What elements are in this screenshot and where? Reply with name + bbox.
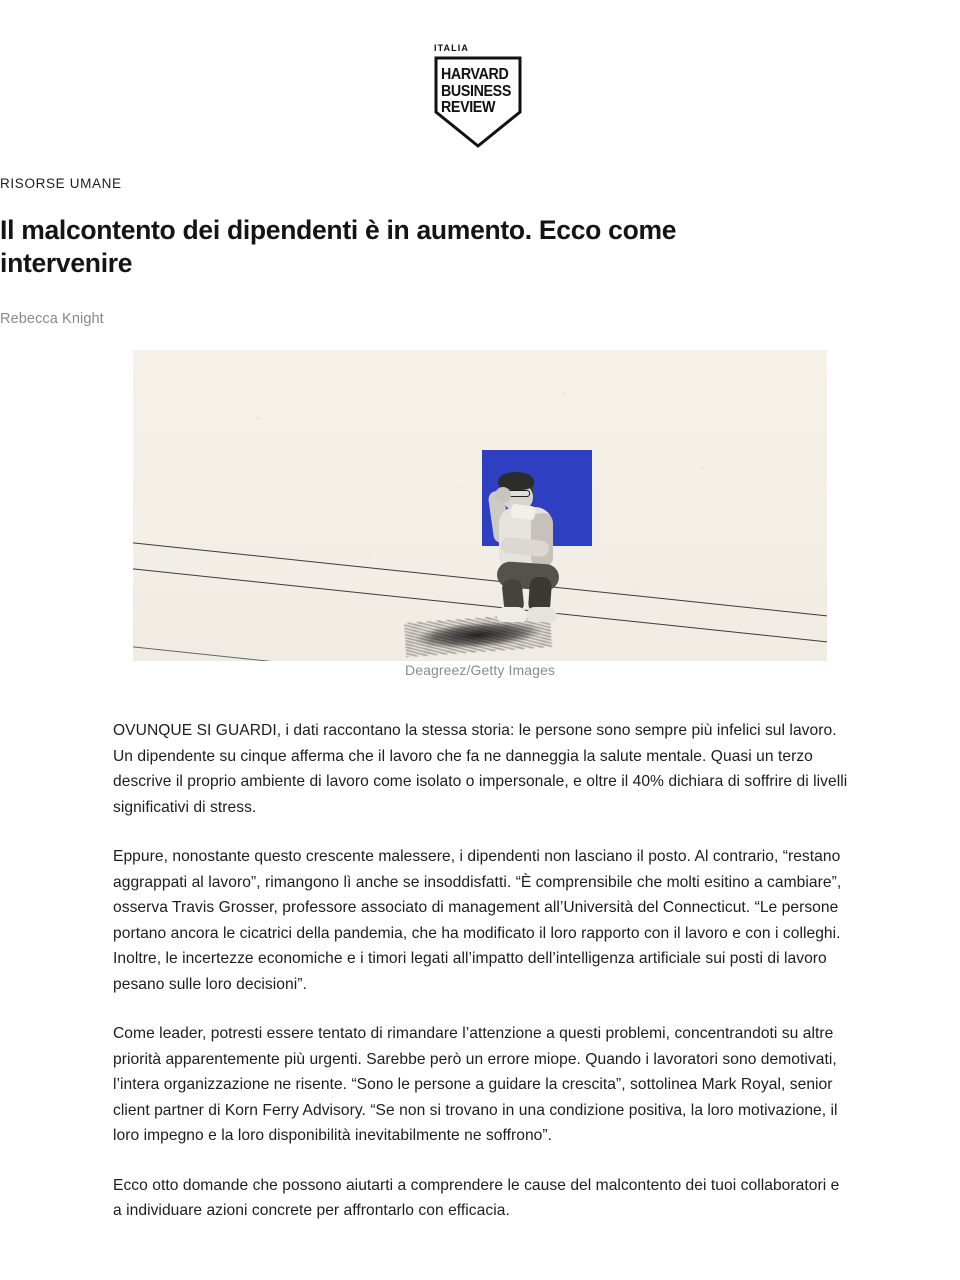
logo-brand-line-2: BUSINESS	[441, 82, 511, 100]
logo-edition-label: ITALIA	[434, 43, 469, 53]
article-byline[interactable]: Rebecca Knight	[0, 311, 104, 327]
hero-background-texture	[133, 350, 827, 661]
logo-brand-line-1: HARVARD	[441, 66, 509, 83]
masthead	[0, 44, 960, 148]
article-paragraph: Eppure, nonostante questo crescente malessere, i dipendenti non lasciano il posto. Al contrario, “restano aggrappati al lavoro”, rimangono lì anche se insoddisfatti. “È comprensibile che molti esitino a cambiare”, osserva Travis Grosser, professore associato di management all’Università del Connecticut. “Le persone portano ancora le cicatrici della pandemia, che ha modificato il loro rapporto con il lavoro e con i colleghi. Inoltre, le incertezze economiche e i timori legati all’impatto dell’intelligenza artificiale sui posti di lavoro pesano sulle loro decisioni”.	[113, 848, 842, 993]
article-paragraph: Ecco otto domande che possono aiutarti a comprendere le cause del malcontento dei tuoi collaboratori e a individuare azioni concrete per affrontarlo con efficacia.	[113, 1176, 840, 1219]
logo-brand-text	[441, 67, 509, 117]
article-category-kicker[interactable]: RISORSE UMANE	[0, 176, 122, 191]
figure-shoe-right	[527, 607, 557, 622]
hbr-italia-logo[interactable]	[432, 44, 528, 148]
crouching-person-figure	[485, 473, 577, 625]
article-paragraph: Come leader, potresti essere tentato di rimandare l’attenzione a questi problemi, concentrandoti su altre priorità apparentemente più urgenti. Sarebbe però un errore miope. Quando i lavoratori sono demotivati, l’intera organizzazione ne risente. “Sono le persone a guidare la crescita”, sottolinea Mark Royal, senior client partner di Korn Ferry Advisory. “Se non si trovano in una condizione positiva, la loro motivazione, il loro impegno e la loro disponibilità inevitabilmente ne soffrono”.	[113, 1025, 838, 1144]
figure-shoe-left	[497, 607, 527, 622]
hero-image-caption: Deagreez/Getty Images	[405, 662, 555, 678]
logo-brand-line-3: REVIEW	[441, 99, 496, 116]
article-body	[113, 718, 849, 1224]
article-paragraph: OVUNQUE SI GUARDI, i dati raccontano la stessa storia: le persone sono sempre più infelici sul lavoro. Un dipendente su cinque afferma che il lavoro che fa ne danneggia la salute mentale. Quasi un terzo descrive il proprio ambiente di lavoro come isolato o impersonale, e oltre il 40% dichiara di soffrire di livelli significativi di stress.	[113, 722, 848, 816]
page-title: Il malcontento dei dipendenti è in aumento. Ecco come intervenire	[0, 215, 677, 278]
figure-hand	[495, 487, 511, 503]
hero-image	[133, 350, 827, 661]
shield-logo-icon	[432, 56, 524, 148]
